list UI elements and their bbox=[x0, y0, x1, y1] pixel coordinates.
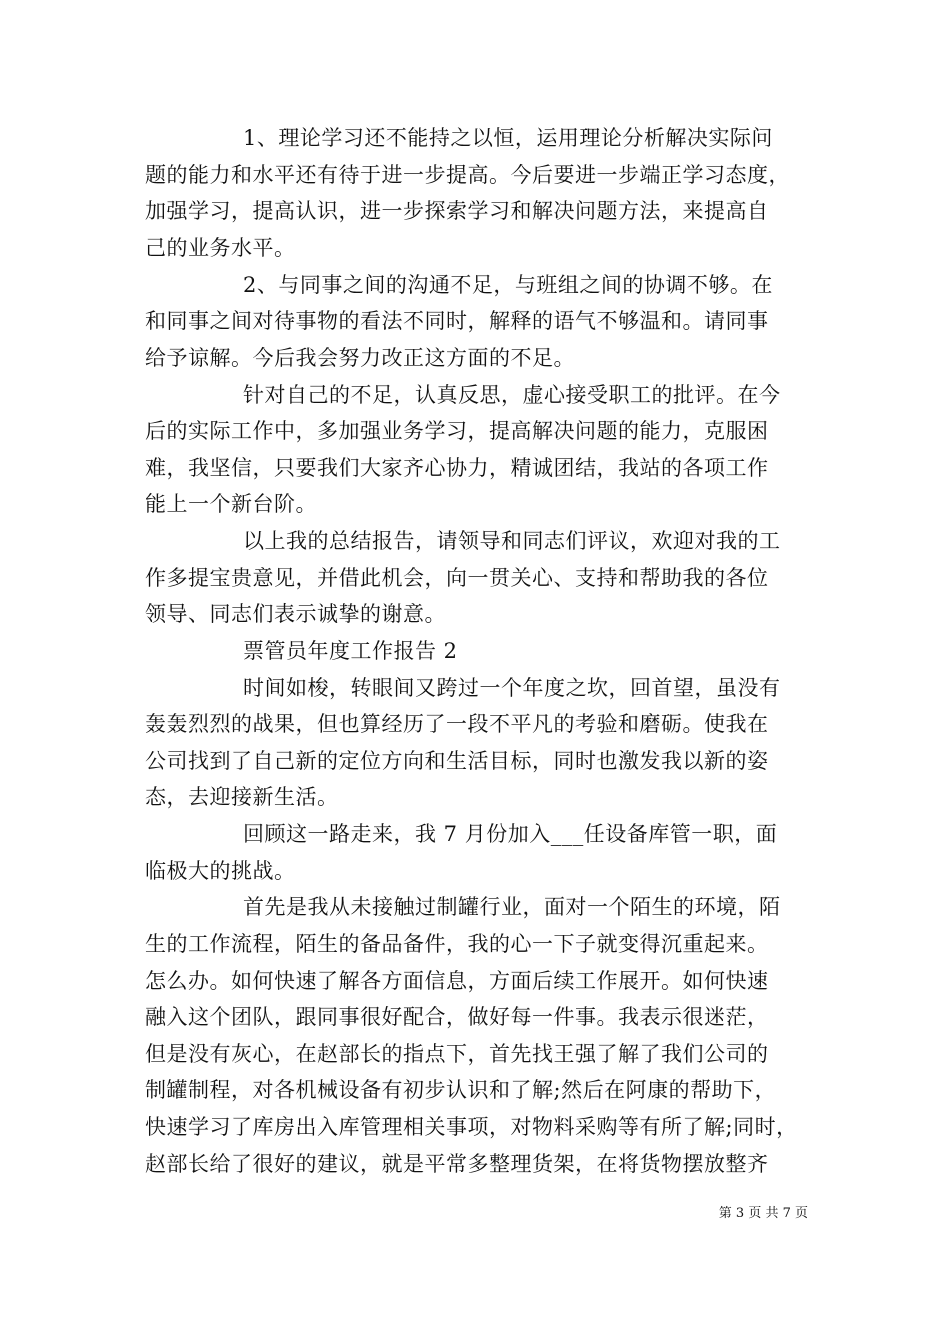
section-heading: 票管员年度工作报告 2 bbox=[243, 639, 458, 663]
text-line: 赵部长给了很好的建议，就是平常多整理货架，在将货物摆放整齐 bbox=[145, 1152, 769, 1176]
text-line: 1、理论学习还不能持之以恒，运用理论分析解决实际问 bbox=[243, 126, 773, 150]
text-line: 怎么办。如何快速了解各方面信息，方面后续工作展开。如何快速 bbox=[145, 969, 769, 993]
text-line: 态，去迎接新生活。 bbox=[145, 785, 339, 809]
text-line: 题的能力和水平还有待于进一步提高。今后要进一步端正学习态度， bbox=[145, 163, 790, 187]
text-line: 2、与同事之间的沟通不足，与班组之间的协调不够。在 bbox=[243, 273, 773, 297]
text-line: 针对自己的不足，认真反思，虚心接受职工的批评。在今 bbox=[243, 383, 781, 407]
text-line: 公司找到了自己新的定位方向和生活目标，同时也激发我以新的姿 bbox=[145, 749, 769, 773]
text-line: 后的实际工作中，多加强业务学习，提高解决问题的能力，克服困 bbox=[145, 419, 769, 443]
text-line: 己的业务水平。 bbox=[145, 236, 296, 260]
text-line: 能上一个新台阶。 bbox=[145, 492, 317, 516]
text-line: 时间如梭，转眼间又跨过一个年度之坎，回首望，虽没有 bbox=[243, 676, 781, 700]
text-line: 轰轰烈烈的战果，但也算经历了一段不平凡的考验和磨砺。使我在 bbox=[145, 712, 769, 736]
text-line: 以上我的总结报告，请领导和同志们评议，欢迎对我的工 bbox=[243, 529, 781, 553]
text-line: 领导、同志们表示诚挚的谢意。 bbox=[145, 602, 446, 626]
text-line: 回顾这一路走来，我 7 月份加入___任设备库管一职，面 bbox=[243, 822, 778, 846]
text-line: 融入这个团队，跟同事很好配合，做好每一件事。我表示很迷茫， bbox=[145, 1005, 769, 1029]
text-line: 但是没有灰心，在赵部长的指点下，首先找王强了解了我们公司的 bbox=[145, 1042, 769, 1066]
text-line: 首先是我从未接触过制罐行业，面对一个陌生的环境，陌 bbox=[243, 895, 781, 919]
text-line: 制罐制程，对各机械设备有初步认识和了解;然后在阿康的帮助下， bbox=[145, 1078, 777, 1102]
text-line: 作多提宝贵意见，并借此机会，向一贯关心、支持和帮助我的各位 bbox=[145, 566, 769, 590]
text-line: 难，我坚信，只要我们大家齐心协力，精诚团结，我站的各项工作 bbox=[145, 456, 769, 480]
text-line: 加强学习，提高认识，进一步探索学习和解决问题方法，来提高自 bbox=[145, 199, 769, 223]
text-line: 给予谅解。今后我会努力改正这方面的不足。 bbox=[145, 346, 575, 370]
page-number: 第 3 页 共 7 页 bbox=[718, 1206, 808, 1221]
text-line: 和同事之间对待事物的看法不同时，解释的语气不够温和。请同事 bbox=[145, 309, 769, 333]
text-line: 生的工作流程，陌生的备品备件，我的心一下子就变得沉重起来。 bbox=[145, 932, 769, 956]
text-line: 快速学习了库房出入库管理相关事项，对物料采购等有所了解;同时， bbox=[145, 1115, 798, 1139]
text-line: 临极大的挑战。 bbox=[145, 859, 296, 883]
